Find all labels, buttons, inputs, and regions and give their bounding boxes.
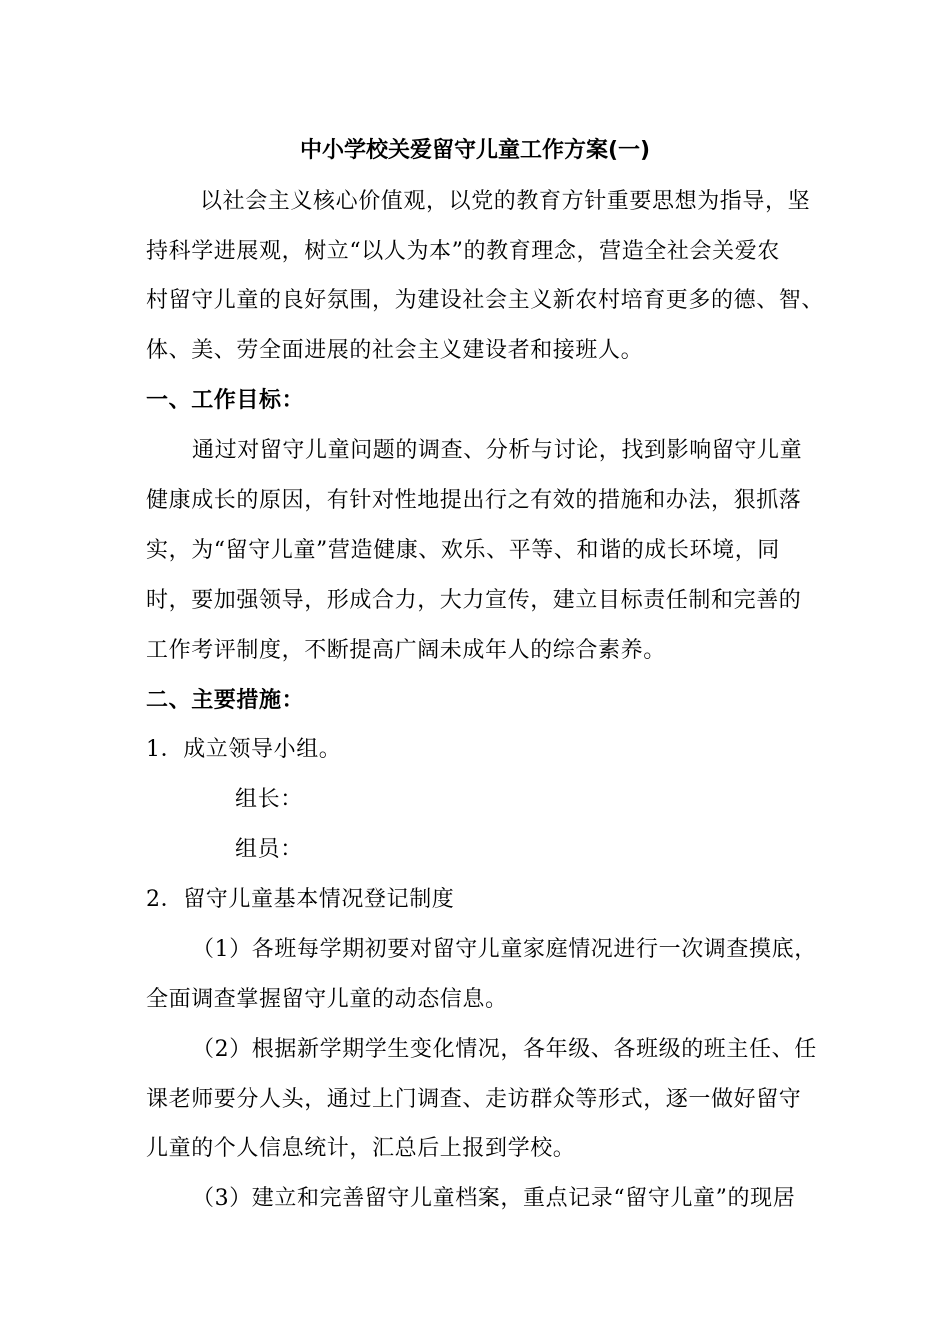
goals-line-4: 时，要加强领导，形成合力，大力宣传，建立目标责任制和完善的 bbox=[146, 588, 802, 613]
section-heading-measures: 二、主要措施： bbox=[146, 688, 305, 713]
measure-p2-line-1: （2）根据新学期学生变化情况，各年级、各班级的班主任、任 bbox=[192, 1037, 817, 1062]
measure-p1-line-2: 全面调查掌握留守儿童的动态信息。 bbox=[146, 987, 508, 1012]
intro-line-4: 体、美、劳全面进展的社会主义建设者和接班人。 bbox=[146, 338, 644, 363]
measure-p2-line-3: 儿童的个人信息统计，汇总后上报到学校。 bbox=[146, 1136, 576, 1161]
intro-line-3: 村留守儿童的良好氛围，为建设社会主义新农村培育更多的德、智、 bbox=[146, 288, 825, 313]
measure-item-1: 1．成立领导小组。 bbox=[146, 737, 342, 762]
measure-p1-line-1: （1）各班每学期初要对留守儿童家庭情况进行一次调查摸底， bbox=[192, 937, 817, 962]
intro-line-2: 持科学进展观，树立“以人为本”的教育理念，营造全社会关爱农 bbox=[146, 239, 780, 264]
document-title: 中小学校关爱留守儿童工作方案(一) bbox=[299, 138, 651, 163]
measure-p2-line-2: 课老师要分人头，通过上门调查、走访群众等形式，逐一做好留守 bbox=[146, 1087, 802, 1112]
goals-line-3: 实，为“留守儿童”营造健康、欢乐、平等、和谐的成长环境，同 bbox=[146, 538, 780, 563]
goals-line-5: 工作考评制度，不断提高广阔未成年人的综合素养。 bbox=[146, 638, 666, 663]
intro-line-1: 以社会主义核心价值观，以党的教育方针重要思想为指导，坚 bbox=[200, 189, 811, 214]
section-heading-goals: 一、工作目标： bbox=[146, 388, 305, 413]
members-label: 组员： bbox=[235, 837, 303, 862]
leader-label: 组长： bbox=[235, 787, 303, 812]
measure-p3-line-1: （3）建立和完善留守儿童档案，重点记录“留守儿童”的现居 bbox=[192, 1186, 796, 1211]
goals-line-2: 健康成长的原因，有针对性地提出行之有效的措施和办法，狠抓落 bbox=[146, 488, 802, 513]
measure-item-2: 2．留守儿童基本情况登记制度 bbox=[146, 887, 455, 912]
goals-line-1: 通过对留守儿童问题的调查、分析与讨论，找到影响留守儿童 bbox=[192, 438, 803, 463]
